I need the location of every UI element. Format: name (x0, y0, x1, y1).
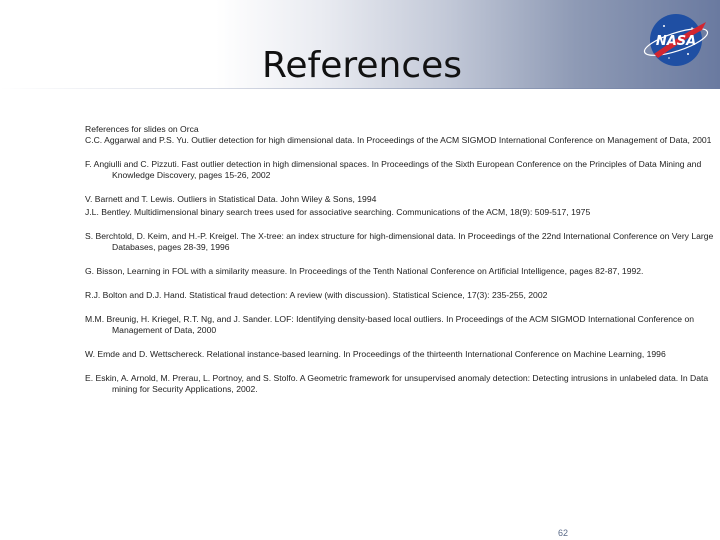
header-divider (0, 88, 720, 89)
reference-item: C.C. Aggarwal and P.S. Yu. Outlier detection for high dimensional data. In Proceedings of the ACM SIGMOD International Conference on Management of Data, 2001 (85, 135, 712, 145)
reference-item: J.L. Bentley. Multidimensional binary search trees used for associative searching. Communications of the ACM, 18(9): 509-517, 1975 (85, 207, 591, 217)
reference-item: E. Eskin, A. Arnold, M. Prerau, L. Portnoy, and S. Stolfo. A Geometric framework for unsupervised anomaly detection: Detecting intrusions in unlabeled data. In Data mining for Security Applications, 2002. (85, 373, 709, 394)
reference-item: G. Bisson, Learning in FOL with a similarity measure. In Proceedings of the Tenth National Conference on Artificial Intelligence, pages 82-87, 1992. (85, 266, 644, 276)
reference-item: R.J. Bolton and D.J. Hand. Statistical fraud detection: A review (with discussion). Statistical Science, 17(3): 235-255, 2002 (85, 290, 548, 300)
reference-item: M.M. Breunig, H. Kriegel, R.T. Ng, and J. Sander. LOF: Identifying density-based local outliers. In Proceedings of the ACM SIGMOD International Conference on Management of Data, 2000 (85, 314, 695, 335)
nasa-logo (636, 4, 716, 74)
intro-line: References for slides on Orca (85, 124, 199, 134)
reference-item: W. Emde and D. Wettschereck. Relational instance-based learning. In Proceedings of the thirteenth International Conference on Machine Learning, 1996 (85, 349, 666, 359)
page-number: 62 (558, 528, 569, 538)
slide-title: References (262, 45, 463, 86)
reference-item: F. Angiulli and C. Pizzuti. Fast outlier detection in high dimensional spaces. In Proceedings of the Sixth European Conference on the Principles of Data Mining and Knowledge Discovery, pages 15-26, 2002 (85, 159, 702, 180)
reference-item: V. Barnett and T. Lewis. Outliers in Statistical Data. John Wiley & Sons, 1994 (85, 194, 377, 204)
references-body (85, 124, 715, 408)
logo-text: NASA (655, 34, 697, 49)
reference-item: S. Berchtold, D. Keim, and H.-P. Kreigel. The X-tree: an index structure for high-dimensional data. In Proceedings of the 22nd International Conference on Very Large Databases, pages 28-39, 1996 (85, 231, 714, 252)
